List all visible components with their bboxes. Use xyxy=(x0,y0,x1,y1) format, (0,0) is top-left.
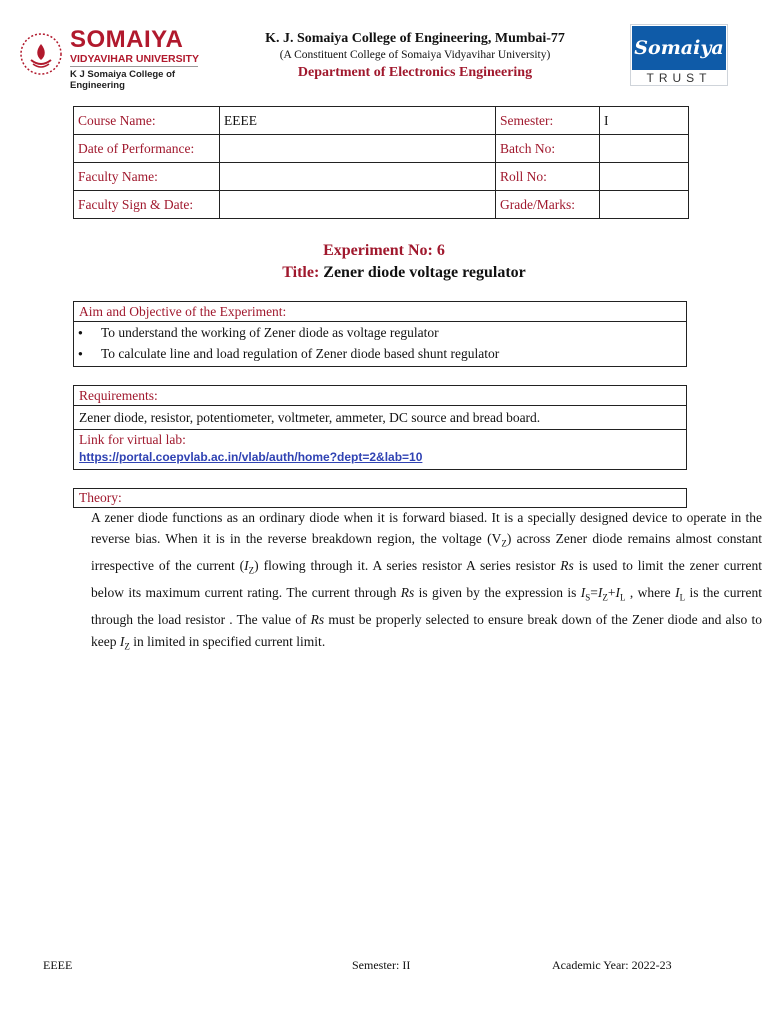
title-label: Title: xyxy=(282,264,320,281)
list-item: ● To understand the working of Zener diode as voltage regulator xyxy=(74,322,686,343)
aim-list-container xyxy=(74,321,686,366)
theory-sub: L xyxy=(620,592,626,603)
virtual-lab-link[interactable]: https://portal.coepvlab.ac.in/vlab/auth/home?dept=2&lab=10 xyxy=(79,450,423,464)
college-header xyxy=(230,30,600,84)
logo-college: K J Somaiya College of Engineering xyxy=(70,69,176,91)
theory-sub: L xyxy=(679,592,686,603)
faculty-label: Faculty Name: xyxy=(74,163,220,191)
somaiya-university-logo xyxy=(18,24,218,91)
theory-var: Rs xyxy=(560,558,574,574)
requirements-box xyxy=(73,385,687,470)
batch-value xyxy=(600,135,689,163)
table-row xyxy=(74,191,689,219)
logo-brand: SOMAIYA xyxy=(70,26,184,53)
department-name: Department of Electronics Engineering xyxy=(297,65,533,80)
table-row xyxy=(74,135,689,163)
theory-var: I xyxy=(597,585,603,601)
faculty-sign-label: Faculty Sign & Date: xyxy=(74,191,220,219)
date-label: Date of Performance: xyxy=(74,135,220,163)
requirements-heading: Requirements: xyxy=(79,388,158,403)
trust-brand: Somaiya xyxy=(632,26,726,70)
theory-text-2: ) across Zener diode remains almost constant irrespective of the current ( xyxy=(91,531,762,574)
theory-var: Rs xyxy=(400,585,415,601)
list-item: ● To calculate line and load regulation of Zener diode based shunt regulator xyxy=(74,343,686,364)
course-name-label: Course Name: xyxy=(74,107,220,135)
theory-sub: Z xyxy=(501,538,507,549)
semester-label: Semester: xyxy=(496,107,600,135)
aim-list xyxy=(74,322,686,364)
aim-box xyxy=(73,301,687,367)
theory-paragraph xyxy=(91,507,762,658)
somaiya-emblem-icon xyxy=(18,28,64,80)
theory-var: I xyxy=(244,558,249,574)
aim-heading: Aim and Objective of the Experiment: xyxy=(79,304,287,319)
trust-label: TRUST xyxy=(646,71,712,85)
footer-course: EEEE xyxy=(43,958,73,972)
course-info-table xyxy=(73,106,689,219)
constituent-note: (A Constituent College of Somaiya Vidyavihar University) xyxy=(279,49,551,61)
footer-academic-year: Academic Year: 2022-23 xyxy=(552,958,672,972)
faculty-sign-value xyxy=(220,191,496,219)
virtual-lab-section xyxy=(74,429,686,469)
virtual-lab-heading: Link for virtual lab: xyxy=(79,432,186,447)
course-name-value: EEEE xyxy=(220,107,496,135)
faculty-value xyxy=(220,163,496,191)
theory-text-1: A zener diode functions as an ordinary diode when it is forward biased. It is a specially designed device to operate in the reverse bias. When it is in the reverse breakdown region, the voltage (V xyxy=(91,510,762,547)
somaiya-trust-logo xyxy=(630,24,728,86)
theory-text-9: in limited in specified current limit. xyxy=(129,633,326,649)
theory-text-5: is given by the expression is xyxy=(414,585,581,601)
logo-university: VIDYAVIHAR UNIVERSITY xyxy=(70,53,199,65)
theory-var: I xyxy=(615,585,621,601)
theory-text-7: is the current through the load resistor . The value of xyxy=(91,585,762,628)
theory-sub: Z xyxy=(248,565,255,576)
theory-heading: Theory: xyxy=(79,490,122,505)
table-row xyxy=(74,107,689,135)
grade-label: Grade/Marks: xyxy=(496,191,600,219)
table-row xyxy=(74,163,689,191)
theory-text-8: must be properly selected to ensure break down of the Zener diode and also to keep xyxy=(91,612,762,649)
theory-op: = xyxy=(590,585,598,601)
college-name: K. J. Somaiya College of Engineering, Mumbai-77 xyxy=(265,31,565,46)
theory-var: I xyxy=(119,633,125,649)
roll-label: Roll No: xyxy=(496,163,600,191)
footer-semester: Semester: II xyxy=(352,958,411,972)
theory-text-4: is used to limit the zener current below its maximum current rating. The current through xyxy=(91,558,762,601)
theory-text-6: , where xyxy=(625,585,676,601)
theory-sub: Z xyxy=(602,592,608,603)
theory-text-3: ) flowing through it. A series resistor A series resistor xyxy=(254,558,561,574)
requirements-text: Zener diode, resistor, potentiometer, voltmeter, ammeter, DC source and bread board. xyxy=(74,405,686,429)
theory-var: I xyxy=(675,585,680,601)
theory-sub: Z xyxy=(124,641,130,652)
theory-var: I xyxy=(580,585,586,601)
theory-sub: S xyxy=(585,592,591,603)
theory-box xyxy=(73,488,687,508)
logo-divider xyxy=(70,66,198,67)
grade-value xyxy=(600,191,689,219)
date-value xyxy=(220,135,496,163)
theory-var: Rs xyxy=(310,612,325,628)
title-text: Zener diode voltage regulator xyxy=(323,264,526,281)
roll-value xyxy=(600,163,689,191)
semester-value: I xyxy=(600,107,689,135)
experiment-title xyxy=(0,264,768,282)
experiment-number: Experiment No: 6 xyxy=(323,242,445,259)
theory-op: + xyxy=(607,585,616,601)
batch-label: Batch No: xyxy=(496,135,600,163)
